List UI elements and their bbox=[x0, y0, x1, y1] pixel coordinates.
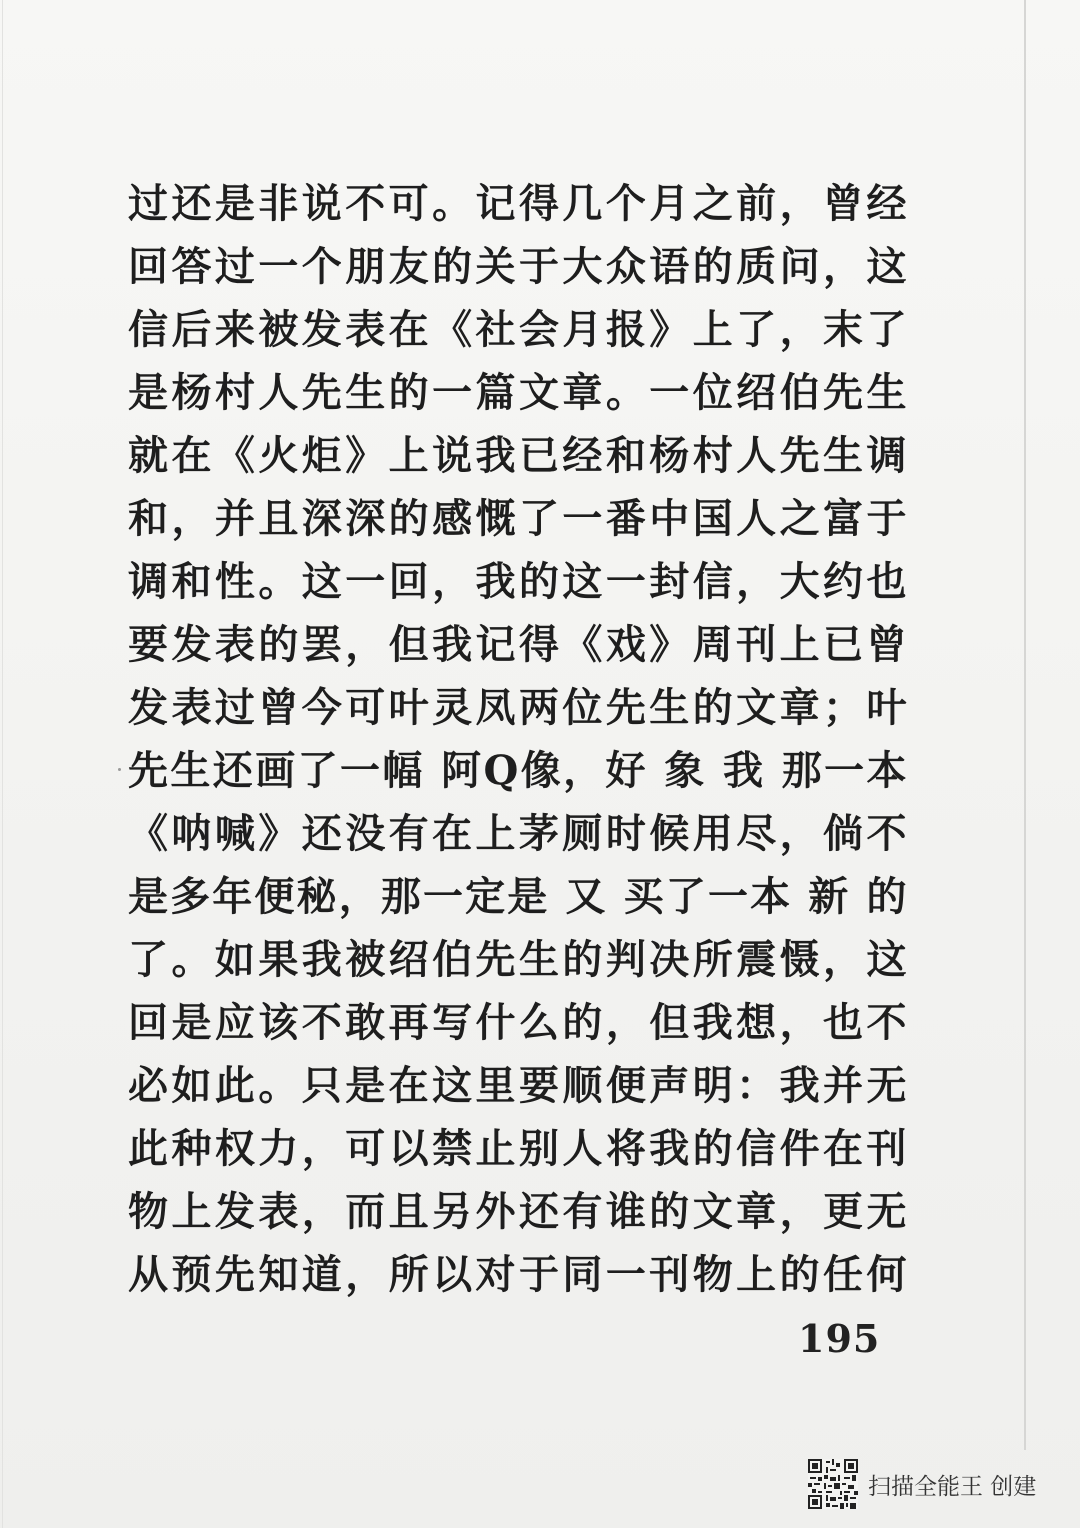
text-line-10: 先生还画了一幅 阿Q像，好 象 我 那一本 bbox=[128, 747, 908, 794]
text-line-9: 发表过曾今可叶灵凤两位先生的文章；叶 bbox=[128, 684, 908, 731]
text-line-7: 调和性。这一回，我的这一封信，大约也 bbox=[128, 558, 908, 605]
page-edge-right bbox=[1024, 0, 1026, 1450]
text-line-6: 和，并且深深的感慨了一番中国人之富于 bbox=[128, 495, 908, 542]
text-line-5: 就在《火炬》上说我已经和杨村人先生调 bbox=[128, 432, 908, 479]
page-edge-left bbox=[2, 0, 3, 1528]
text-line-11: 《呐喊》还没有在上茅厕时候用尽，倘不 bbox=[128, 810, 908, 857]
watermark-text: 扫描全能王 创建 bbox=[868, 1473, 1037, 1500]
text-line-2: 回答过一个朋友的关于大众语的质问，这 bbox=[128, 243, 908, 290]
text-line-17: 物上发表，而且另外还有谁的文章，更无 bbox=[128, 1188, 908, 1235]
text-line-16: 此种权力，可以禁止别人将我的信件在刊 bbox=[128, 1125, 908, 1172]
text-line-12: 是多年便秘，那一定是 又 买了一本 新 的 bbox=[128, 873, 908, 920]
text-line-18: 从预先知道，所以对于同一刊物上的任何 bbox=[128, 1251, 908, 1298]
qr-code-icon bbox=[808, 1459, 858, 1509]
text-line-15: 必如此。只是在这里要顺便声明：我并无 bbox=[128, 1062, 908, 1109]
text-line-4: 是杨村人先生的一篇文章。一位绍伯先生 bbox=[128, 369, 908, 416]
text-line-1: 过还是非说不可。记得几个月之前，曾经 bbox=[128, 180, 908, 227]
text-line-8: 要发表的罢，但我记得《戏》周刊上已曾 bbox=[128, 621, 908, 668]
scan-speck bbox=[118, 768, 121, 771]
body-text bbox=[128, 172, 908, 1306]
text-line-14: 回是应该不敢再写什么的，但我想，也不 bbox=[128, 999, 908, 1046]
text-line-13: 了。如果我被绍伯先生的判决所震慑，这 bbox=[128, 936, 908, 983]
scanner-watermark bbox=[808, 1458, 1036, 1510]
page-number: 195 bbox=[798, 1316, 881, 1361]
text-line-3: 信后来被发表在《社会月报》上了，末了 bbox=[128, 306, 908, 353]
